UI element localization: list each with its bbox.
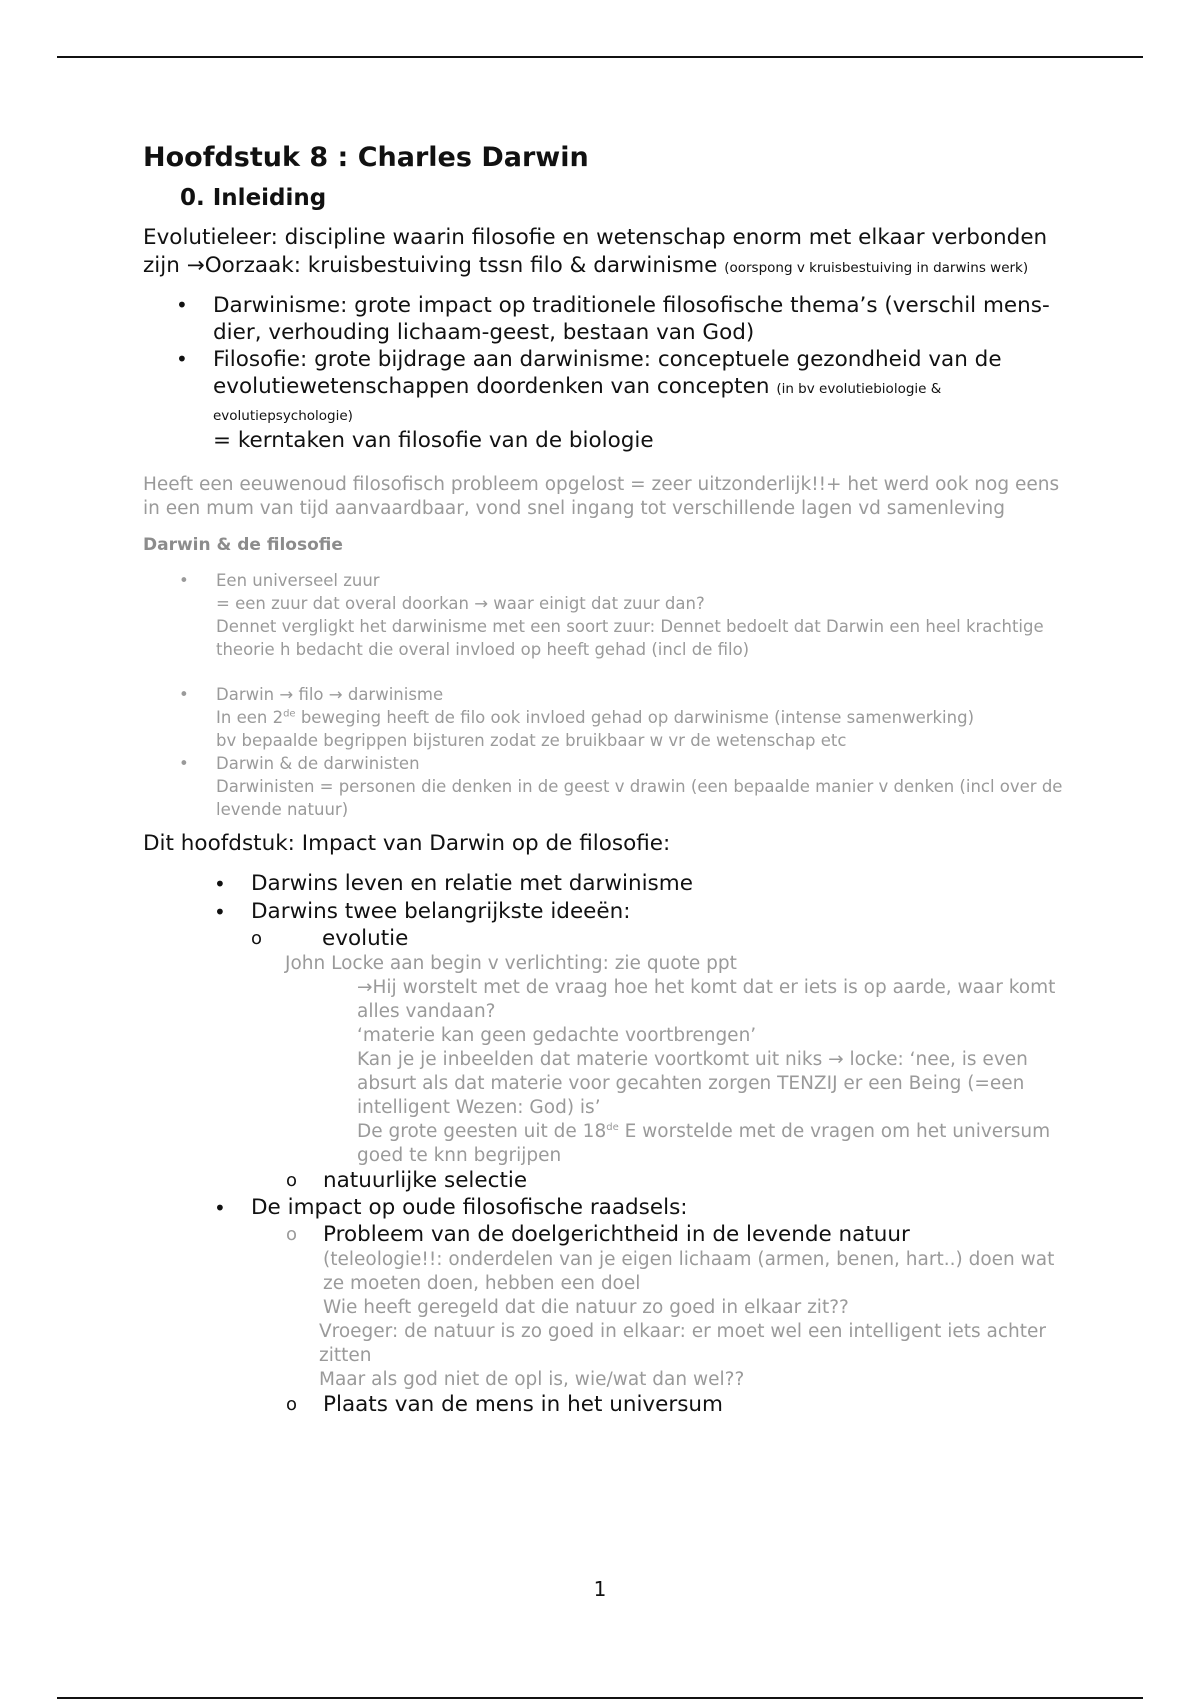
list-item-line: bv bepaalde begrippen bijsturen zodat ze bruikbaar w vr de wetenschap etc: [216, 731, 847, 750]
sub-item-text: evolutie: [322, 926, 409, 951]
bullet-list-1: [143, 292, 1063, 454]
list-item-title: Darwin & de darwinisten: [216, 754, 420, 773]
circle-bullet-icon: o: [286, 1224, 298, 1245]
doel-line: (teleologie!!: onderdelen van je eigen lichaam (armen, benen, hart..) doen wat ze moeten doen, hebben een doel: [323, 1249, 1055, 1294]
locke-line: ‘materie kan geen gedachte voortbrengen’: [357, 1025, 757, 1046]
list-item-line: Darwinisten = personen die denken in de geest v drawin (een bepaalde manier v denken (incl over de levende natuur): [216, 777, 1063, 819]
page-number: 1: [593, 1577, 607, 1601]
chapter-intro: Dit hoofdstuk: Impact van Darwin op de filosofie:: [143, 831, 671, 856]
bullet-icon: •: [179, 685, 189, 704]
page-title: Hoofdstuk 8 : Charles Darwin: [143, 142, 589, 173]
list-item: [176, 292, 1063, 346]
intro-paragraph: [143, 224, 1063, 280]
intro-note: (oorspong v kruisbestuiving in darwins werk): [724, 260, 1029, 276]
list-item: [179, 569, 1063, 661]
bottom-rule: [57, 1697, 1143, 1699]
bullet-icon: •: [214, 872, 226, 896]
doel-line: Maar als god niet de opl is, wie/wat dan wel??: [319, 1369, 745, 1390]
list-item-line: In een 2de beweging heeft de filo ook invloed gehad op darwinisme (intense samenwerking): [216, 708, 975, 727]
kerntaken-line: = kerntaken van filosofie van de biologie: [213, 428, 654, 453]
sub-item-text: natuurlijke selectie: [323, 1168, 528, 1193]
locke-line: Kan je je inbeelden dat materie voortkomt uit niks → locke: ‘nee, is even absurt als dat materie voor gecahten zorgen TENZIJ er een Being (=een intelligent Wezen: God) is’: [357, 1049, 1028, 1118]
gray-paragraph: Heeft een eeuwenoud filosofisch probleem opgelost = zeer uitzonderlijk!!+ het werd ook nog eens in een mum van tijd aanvaardbaar, vond snel ingang tot verschillende lagen vd samenleving: [143, 474, 1060, 519]
list-item-text: Darwins leven en relatie met darwinisme: [251, 871, 693, 896]
gray-list: [143, 569, 1063, 821]
geesten-line: De grote geesten uit de 18de E worstelde met de vragen om het universum goed te knn begrijpen: [357, 1121, 1051, 1166]
sub-item-doel: [251, 1222, 1063, 1248]
doel-line: Vroeger: de natuur is zo goed in elkaar: er moet wel een intelligent iets achter zitten: [319, 1321, 1046, 1366]
list-item: [214, 870, 1063, 898]
sub-item-evolutie: [251, 926, 1063, 952]
list-item-text: Darwinisme: grote impact op traditionele filosofische thema’s (verschil mens-dier, verhouding lichaam-geest, bestaan van God): [213, 293, 1050, 345]
sub-item-text: Probleem van de doelgerichtheid in de levende natuur: [323, 1222, 910, 1247]
intro-text: Evolutieleer: discipline waarin filosofie en wetenschap enorm met elkaar verbonden zijn →Oorzaak: kruisbestuiving tssn filo & darwinisme: [143, 225, 1048, 278]
bullet-icon: •: [176, 293, 188, 317]
list-item-line: Dennet vergligkt het darwinisme met een soort zuur: Dennet bedoelt dat Darwin een heel krachtige theorie h bedacht die overal invloed op heeft gehad (incl de filo): [216, 617, 1044, 659]
bullet-icon: •: [214, 1196, 226, 1220]
bullet-icon: •: [179, 571, 189, 590]
list-item: [176, 346, 1063, 427]
sub-item-plaats: [251, 1392, 1063, 1418]
list-item: [179, 683, 1063, 752]
circle-bullet-icon: o: [286, 1394, 298, 1415]
list-item-title: Darwin → filo → darwinisme: [216, 685, 444, 704]
locke-note: John Locke aan begin v verlichting: zie quote ppt: [285, 953, 737, 974]
doel-line: Wie heeft geregeld dat die natuur zo goed in elkaar zit??: [323, 1297, 849, 1318]
list-item-line: = een zuur dat overal doorkan → waar einigt dat zuur dan?: [216, 594, 705, 613]
sub-item-text: Plaats van de mens in het universum: [323, 1392, 723, 1417]
bullet-icon: •: [179, 754, 189, 773]
bullet-icon: •: [176, 347, 188, 371]
top-rule: [57, 56, 1143, 58]
gray-heading: Darwin & de filosofie: [143, 535, 343, 555]
page-content: [143, 138, 1063, 1418]
circle-bullet-icon: o: [286, 1170, 298, 1191]
list-item-note: (in bv evolutiebiologie & evolutiepsychologie): [213, 381, 942, 424]
chapter-outline: [143, 870, 1063, 1418]
list-item-text: De impact op oude filosofische raadsels:: [251, 1195, 688, 1220]
section-title: 0. Inleiding: [180, 185, 327, 211]
list-item: [214, 898, 1063, 926]
list-item-title: Een universeel zuur: [216, 571, 380, 590]
list-item: [179, 752, 1063, 821]
locke-line: →Hij worstelt met de vraag hoe het komt dat er iets is op aarde, waar komt alles vandaan?: [357, 977, 1056, 1022]
list-item-text: Darwins twee belangrijkste ideeën:: [251, 899, 631, 924]
bullet-icon: •: [214, 900, 226, 924]
circle-bullet-icon: o: [251, 928, 263, 949]
sub-item-selectie: [251, 1168, 1063, 1194]
list-item-text: Filosofie: grote bijdrage aan darwinisme: conceptuele gezondheid van de evolutiewetenschappen doordenken van concepten: [213, 347, 1002, 399]
list-item: [214, 1194, 1063, 1222]
